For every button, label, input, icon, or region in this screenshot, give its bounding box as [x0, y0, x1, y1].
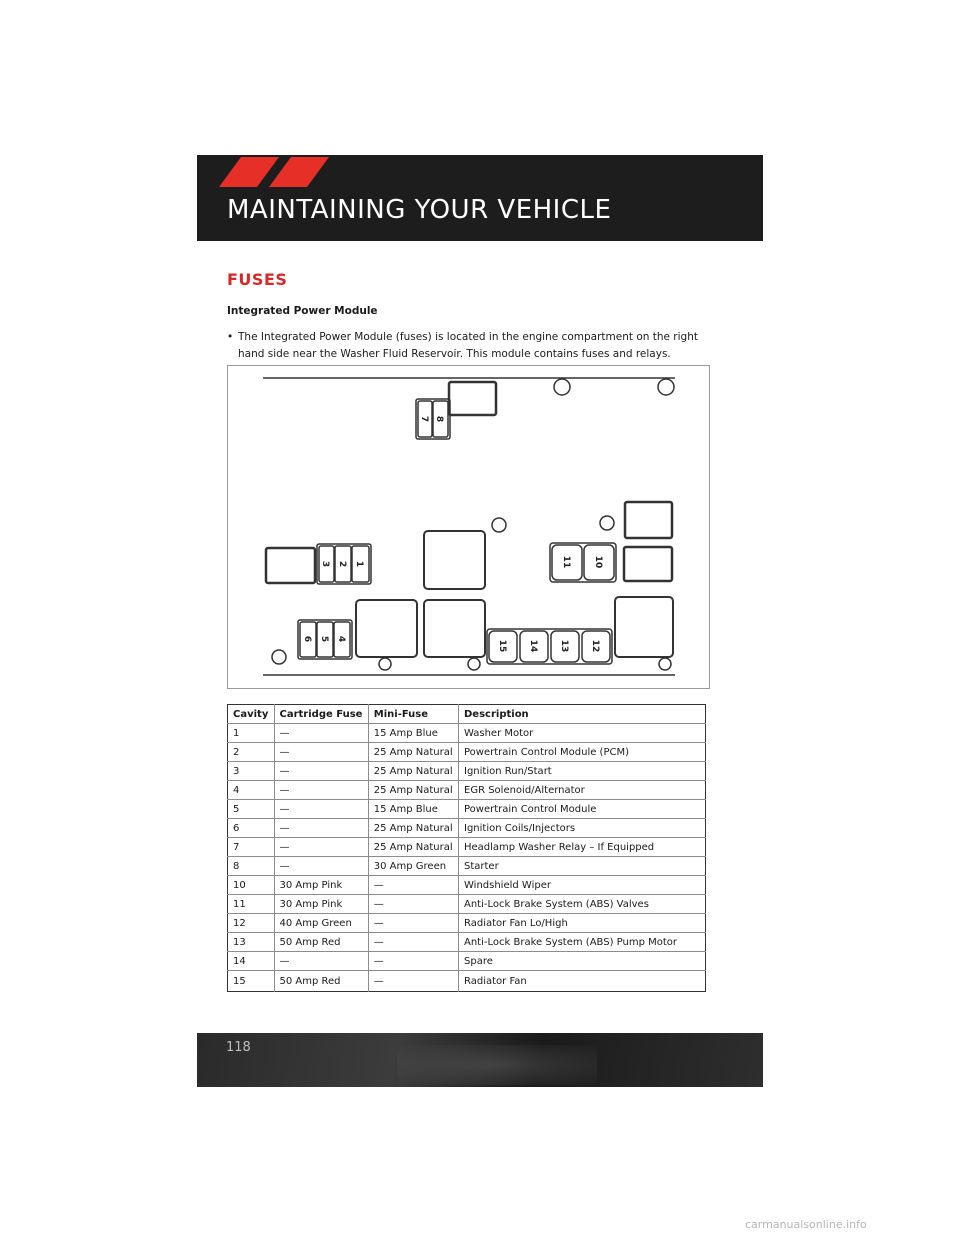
cell-cavity: 6 — [228, 819, 275, 838]
cell-cavity: 14 — [228, 952, 275, 971]
table-row — [228, 914, 706, 933]
cell-mini-fuse: 25 Amp Natural — [368, 781, 458, 800]
relay-right-middle — [624, 547, 672, 581]
cell-cartridge-fuse: 50 Amp Red — [274, 933, 368, 952]
fuse-label-4: 4 — [336, 635, 346, 643]
cell-description: Windshield Wiper — [459, 876, 706, 895]
mount-hole — [272, 650, 286, 664]
cell-description: Radiator Fan Lo/High — [459, 914, 706, 933]
fuse-label-12: 12 — [590, 639, 600, 653]
page-footer — [197, 1033, 763, 1087]
watermark: carmanualsonline.info — [745, 1218, 867, 1231]
relay-center — [424, 531, 485, 589]
table-row — [228, 952, 706, 971]
page-header — [197, 155, 763, 241]
cell-cavity: 3 — [228, 762, 275, 781]
cell-cavity: 15 — [228, 971, 275, 992]
col-header-cavity: Cavity — [228, 705, 275, 724]
mount-hole — [659, 658, 671, 670]
cell-cartridge-fuse: — — [274, 800, 368, 819]
table-row — [228, 743, 706, 762]
cell-cavity: 12 — [228, 914, 275, 933]
section-subhead: Integrated Power Module — [227, 305, 378, 317]
cell-mini-fuse: — — [368, 914, 458, 933]
col-header-mini-fuse: Mini-Fuse — [368, 705, 458, 724]
cell-description: Ignition Coils/Injectors — [459, 819, 706, 838]
bullet-paragraph — [227, 329, 712, 363]
red-stripes-decoration — [219, 157, 334, 187]
table-row — [228, 857, 706, 876]
mount-hole — [492, 518, 506, 532]
fuse-label-3: 3 — [320, 560, 330, 568]
fuse-diagram — [227, 365, 710, 689]
table-row — [228, 724, 706, 743]
table-row — [228, 819, 706, 838]
cell-mini-fuse: — — [368, 971, 458, 992]
cell-mini-fuse: — — [368, 952, 458, 971]
cell-cartridge-fuse: — — [274, 781, 368, 800]
cell-cartridge-fuse: 40 Amp Green — [274, 914, 368, 933]
cell-description: Ignition Run/Start — [459, 762, 706, 781]
relay-bottom-right — [615, 597, 673, 657]
cell-cartridge-fuse: — — [274, 857, 368, 876]
relay-left — [266, 548, 315, 583]
fuse-label-6: 6 — [302, 635, 312, 643]
cell-description: Anti-Lock Brake System (ABS) Valves — [459, 895, 706, 914]
fuse-label-13: 13 — [559, 639, 569, 653]
fuse-label-10: 10 — [593, 555, 603, 569]
cell-cavity: 10 — [228, 876, 275, 895]
page-number: 118 — [226, 1040, 251, 1055]
mount-hole — [658, 379, 674, 395]
table-row — [228, 781, 706, 800]
section-title: FUSES — [227, 270, 288, 289]
table-row — [228, 762, 706, 781]
cell-cartridge-fuse: — — [274, 724, 368, 743]
cell-cavity: 4 — [228, 781, 275, 800]
fuse-holder-10-11 — [550, 543, 616, 582]
table-row — [228, 933, 706, 952]
col-header-description: Description — [459, 705, 706, 724]
cell-cavity: 1 — [228, 724, 275, 743]
cell-cartridge-fuse: — — [274, 819, 368, 838]
mount-hole — [554, 379, 570, 395]
cell-cartridge-fuse: — — [274, 743, 368, 762]
cell-mini-fuse: 25 Amp Natural — [368, 743, 458, 762]
fuse-label-7: 7 — [419, 415, 429, 423]
cell-mini-fuse: 25 Amp Natural — [368, 819, 458, 838]
cell-cartridge-fuse: 30 Amp Pink — [274, 876, 368, 895]
cell-mini-fuse: 25 Amp Natural — [368, 838, 458, 857]
cell-description: Headlamp Washer Relay – If Equipped — [459, 838, 706, 857]
footer-background-image — [397, 1045, 597, 1085]
relay-bottom-left — [356, 600, 417, 657]
cell-description: Powertrain Control Module — [459, 800, 706, 819]
table-row — [228, 895, 706, 914]
cell-mini-fuse: — — [368, 933, 458, 952]
cell-description: Anti-Lock Brake System (ABS) Pump Motor — [459, 933, 706, 952]
fuse-table — [227, 704, 706, 992]
cell-mini-fuse: 25 Amp Natural — [368, 762, 458, 781]
cell-cavity: 5 — [228, 800, 275, 819]
fuse-label-5: 5 — [319, 635, 329, 643]
fuse-label-8: 8 — [434, 415, 444, 423]
cell-cartridge-fuse: — — [274, 838, 368, 857]
header-title: MAINTAINING YOUR VEHICLE — [227, 195, 612, 225]
cell-mini-fuse: 15 Amp Blue — [368, 800, 458, 819]
table-row — [228, 838, 706, 857]
table-row — [228, 971, 706, 992]
cell-cavity: 2 — [228, 743, 275, 762]
cell-description: Washer Motor — [459, 724, 706, 743]
col-header-cartridge-fuse: Cartridge Fuse — [274, 705, 368, 724]
cell-cavity: 7 — [228, 838, 275, 857]
relay-right-upper — [625, 502, 672, 538]
mount-hole — [468, 658, 480, 670]
cell-description: Starter — [459, 857, 706, 876]
relay-top — [449, 382, 496, 415]
cell-cartridge-fuse: 50 Amp Red — [274, 971, 368, 992]
mount-hole — [600, 516, 614, 530]
cell-cavity: 8 — [228, 857, 275, 876]
cell-mini-fuse: 15 Amp Blue — [368, 724, 458, 743]
fuse-label-11: 11 — [561, 555, 571, 569]
cell-cartridge-fuse: — — [274, 952, 368, 971]
cell-description: EGR Solenoid/Alternator — [459, 781, 706, 800]
table-row — [228, 800, 706, 819]
cell-description: Radiator Fan — [459, 971, 706, 992]
cell-mini-fuse: — — [368, 876, 458, 895]
mount-hole — [379, 658, 391, 670]
fuse-label-2: 2 — [337, 560, 347, 568]
cell-description: Powertrain Control Module (PCM) — [459, 743, 706, 762]
bullet-text: The Integrated Power Module (fuses) is located in the engine compartment on the right hand side near the Washer Fluid Reservoir. This module contains fuses and relays. — [238, 331, 698, 360]
cell-cavity: 11 — [228, 895, 275, 914]
table-header-row — [228, 705, 706, 724]
fuse-label-15: 15 — [497, 639, 507, 653]
fuse-diagram-svg — [228, 366, 709, 688]
relay-bottom-center — [424, 600, 485, 657]
cell-mini-fuse: — — [368, 895, 458, 914]
cell-cavity: 13 — [228, 933, 275, 952]
bullet-icon: • — [227, 331, 234, 343]
cell-description: Spare — [459, 952, 706, 971]
cell-mini-fuse: 30 Amp Green — [368, 857, 458, 876]
fuse-label-1: 1 — [354, 560, 364, 568]
cell-cartridge-fuse: 30 Amp Pink — [274, 895, 368, 914]
fuse-label-14: 14 — [528, 639, 538, 653]
table-row — [228, 876, 706, 895]
cell-cartridge-fuse: — — [274, 762, 368, 781]
